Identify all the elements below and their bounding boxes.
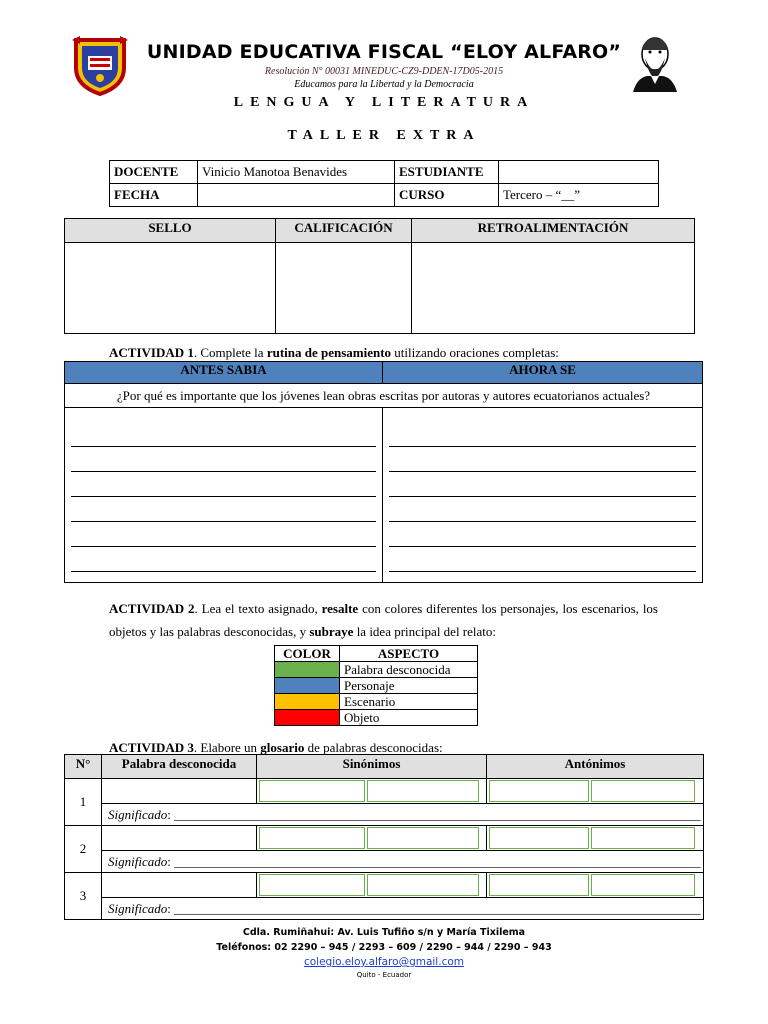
- thinking-routine-table: [64, 361, 703, 583]
- worksheet-title: TALLER EXTRA: [287, 128, 481, 143]
- activity2-bold2: subraye: [309, 624, 354, 639]
- student-label: ESTUDIANTE: [395, 161, 499, 184]
- school-motto: Educamos para la Libertad y la Democracia: [294, 79, 474, 90]
- row-number: 3: [65, 873, 102, 920]
- synonym-box[interactable]: [259, 780, 365, 802]
- row-number: 2: [65, 826, 102, 873]
- aspect-setting: Escenario: [340, 694, 478, 710]
- color-header: COLOR: [275, 646, 340, 662]
- meaning-label: Significado: [108, 806, 168, 822]
- footer-phones: Teléfonos: 02 2290 – 945 / 2293 – 609 / 2290 – 944 / 2290 – 943: [216, 942, 552, 953]
- meaning-line[interactable]: : _________________________________________________________________________________: [167, 900, 701, 916]
- answer-line[interactable]: [389, 522, 696, 547]
- routine-question: ¿Por qué es importante que los jóvenes lean obras escritas por autoras y autores ecuatorianos actuales?: [65, 384, 703, 408]
- answer-line[interactable]: [71, 522, 376, 547]
- seal-header: SELLO: [65, 219, 276, 243]
- aspect-object: Objeto: [340, 710, 478, 726]
- glossary-table: [64, 754, 704, 920]
- meaning-row[interactable]: [102, 804, 704, 826]
- word-field[interactable]: [102, 826, 257, 851]
- meaning-line[interactable]: : _________________________________________________________________________________: [167, 806, 701, 822]
- answer-line[interactable]: [71, 422, 376, 447]
- teacher-label: DOCENTE: [110, 161, 198, 184]
- footer-city: Quito - Ecuador: [356, 971, 412, 979]
- synonyms-header: Sinónimos: [257, 755, 487, 779]
- before-header: ANTES SABIA: [65, 362, 383, 384]
- now-header: AHORA SE: [383, 362, 703, 384]
- footer-email-link[interactable]: colegio.eloy.alfaro@gmail.com: [303, 956, 464, 968]
- before-answer-area[interactable]: [65, 408, 383, 583]
- activity2-text-c: la idea principal del relato:: [353, 624, 497, 639]
- grading-table: [64, 218, 695, 334]
- synonyms-field[interactable]: [257, 873, 487, 898]
- seal-box[interactable]: [65, 243, 276, 334]
- synonym-box[interactable]: [367, 827, 479, 849]
- school-name: UNIDAD EDUCATIVA FISCAL “ELOY ALFARO”: [146, 41, 622, 63]
- teacher-value[interactable]: Vinicio Manotoa Benavides: [198, 161, 395, 184]
- word-field[interactable]: [102, 873, 257, 898]
- blue-swatch: [275, 678, 340, 694]
- activity2-bold1: resalte: [321, 601, 359, 616]
- answer-line[interactable]: [389, 447, 696, 472]
- yellow-swatch: [275, 694, 340, 710]
- date-label: FECHA: [110, 184, 198, 207]
- answer-line[interactable]: [389, 422, 696, 447]
- meaning-row[interactable]: [102, 898, 704, 920]
- antonym-box[interactable]: [489, 827, 589, 849]
- grade-header: CALIFICACIÓN: [276, 219, 412, 243]
- activity2-text-b: con colores diferentes los personajes, los escenarios, los objetos y las palabras desconocidas, y: [109, 601, 658, 639]
- row-number: 1: [65, 779, 102, 826]
- feedback-box[interactable]: [412, 243, 695, 334]
- answer-line[interactable]: [389, 472, 696, 497]
- footer-address: Cdla. Rumiñahui: Av. Luis Tufiño s/n y María Tixilema: [242, 927, 526, 938]
- antonym-box[interactable]: [489, 874, 589, 896]
- answer-line[interactable]: [71, 447, 376, 472]
- aspect-unknown-word: Palabra desconocida: [340, 662, 478, 678]
- activity1-text-a: . Complete la: [193, 345, 267, 360]
- activity2-label: ACTIVIDAD 2: [109, 601, 195, 616]
- number-header: N°: [65, 755, 102, 779]
- date-field[interactable]: [198, 184, 395, 207]
- activity1-text-b: utilizando oraciones completas:: [391, 345, 559, 360]
- antonyms-field[interactable]: [487, 826, 704, 851]
- antonym-box[interactable]: [591, 827, 695, 849]
- activity1-bold: rutina de pensamiento: [266, 345, 392, 360]
- now-answer-area[interactable]: [383, 408, 703, 583]
- answer-line[interactable]: [71, 472, 376, 497]
- grade-box[interactable]: [276, 243, 412, 334]
- synonym-box[interactable]: [367, 874, 479, 896]
- activity3-text-a: . Elabore un: [193, 740, 261, 755]
- resolution-text: Resolución N° 00031 MINEDUC-CZ9-DDEN-17D05-2015: [264, 66, 504, 77]
- activity3-text-b: de palabras desconocidas:: [304, 740, 443, 755]
- answer-line[interactable]: [71, 497, 376, 522]
- answer-line[interactable]: [389, 497, 696, 522]
- aspect-character: Personaje: [340, 678, 478, 694]
- meaning-label: Significado: [108, 853, 168, 869]
- synonym-box[interactable]: [367, 780, 479, 802]
- activity1-instructions: [109, 345, 559, 361]
- course-label: CURSO: [395, 184, 499, 207]
- color-legend-table: [274, 645, 478, 726]
- synonyms-field[interactable]: [257, 826, 487, 851]
- antonym-box[interactable]: [591, 874, 695, 896]
- course-value[interactable]: Tercero – “__”: [499, 184, 659, 207]
- activity2-text-a: . Lea el texto asignado,: [194, 601, 322, 616]
- antonym-box[interactable]: [489, 780, 589, 802]
- student-field[interactable]: [499, 161, 659, 184]
- synonyms-field[interactable]: [257, 779, 487, 804]
- antonyms-field[interactable]: [487, 779, 704, 804]
- aspect-header: ASPECTO: [340, 646, 478, 662]
- synonym-box[interactable]: [259, 827, 365, 849]
- info-table: [109, 160, 659, 207]
- activity2-instructions: [109, 597, 658, 643]
- synonym-box[interactable]: [259, 874, 365, 896]
- word-field[interactable]: [102, 779, 257, 804]
- antonyms-field[interactable]: [487, 873, 704, 898]
- subject-title: LENGUA Y LITERATURA: [233, 95, 535, 110]
- meaning-label: Significado: [108, 900, 168, 916]
- meaning-row[interactable]: [102, 851, 704, 873]
- answer-line[interactable]: [389, 547, 696, 572]
- green-swatch: [275, 662, 340, 678]
- meaning-line[interactable]: : _________________________________________________________________________________: [167, 853, 701, 869]
- antonyms-header: Antónimos: [487, 755, 704, 779]
- answer-line[interactable]: [71, 547, 376, 572]
- feedback-header: RETROALIMENTACIÓN: [412, 219, 695, 243]
- activity1-label: ACTIVIDAD 1: [109, 345, 194, 360]
- activity3-label: ACTIVIDAD 3: [109, 740, 194, 755]
- red-swatch: [275, 710, 340, 726]
- activity3-bold: glosario: [260, 740, 305, 755]
- antonym-box[interactable]: [591, 780, 695, 802]
- word-header: Palabra desconocida: [102, 755, 257, 779]
